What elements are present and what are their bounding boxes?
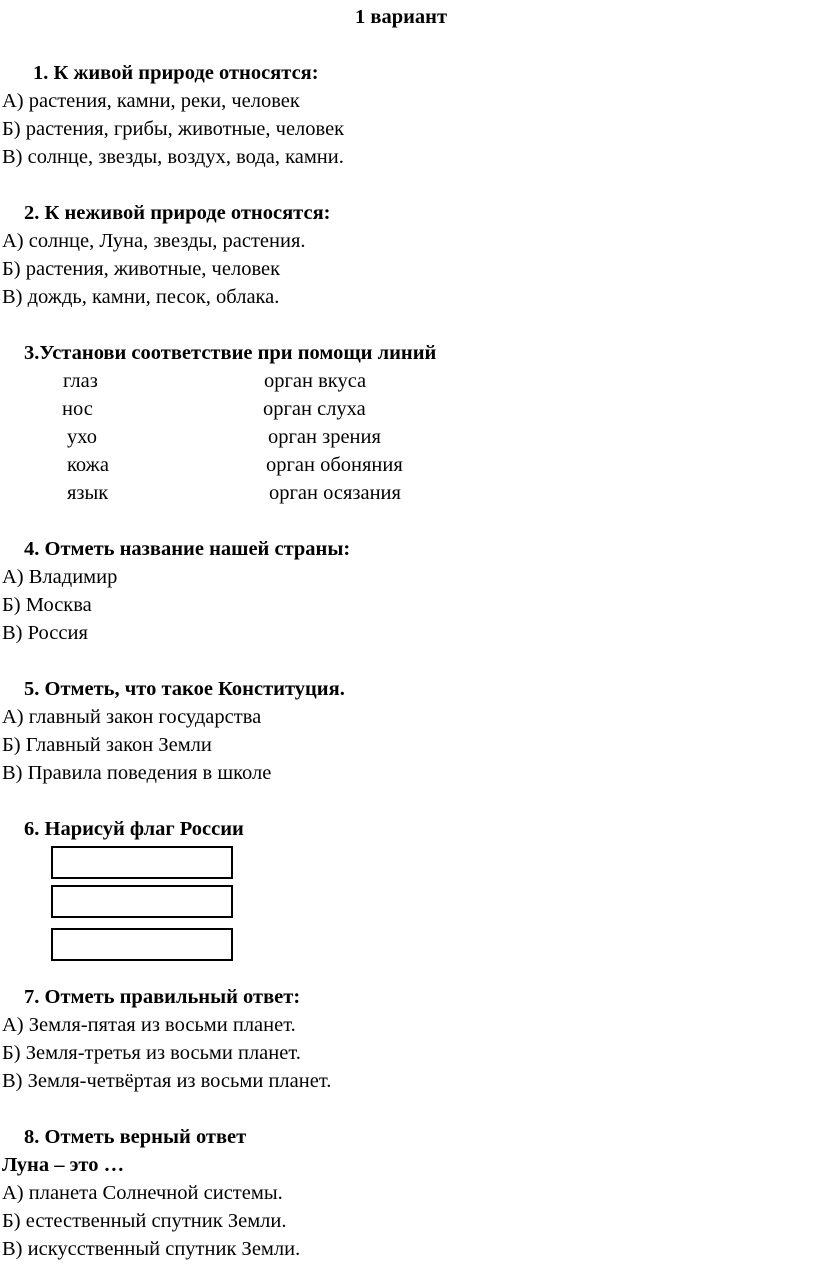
match-left-item: нос bbox=[62, 398, 93, 420]
question-5-option-c: В) Правила поведения в школе bbox=[2, 762, 272, 784]
question-4-option-a: А) Владимир bbox=[2, 566, 118, 588]
question-8-option-a: А) планета Солнечной системы. bbox=[2, 1182, 283, 1204]
question-3-heading: 3.Установи соответствие при помощи линий bbox=[24, 342, 437, 364]
question-2-option-b: Б) растения, животные, человек bbox=[2, 258, 281, 280]
question-6-heading: 6. Нарисуй флаг России bbox=[24, 818, 244, 840]
match-right-item: орган слуха bbox=[263, 398, 366, 420]
flag-stripe-bottom-box[interactable] bbox=[51, 928, 233, 961]
question-4-option-b: Б) Москва bbox=[2, 594, 92, 616]
question-5-option-b: Б) Главный закон Земли bbox=[2, 734, 212, 756]
question-5-option-a: А) главный закон государства bbox=[2, 706, 262, 728]
match-right-item: орган вкуса bbox=[264, 370, 367, 392]
match-right-item: орган обоняния bbox=[266, 454, 403, 476]
question-5-heading: 5. Отметь, что такое Конституция. bbox=[24, 678, 345, 700]
match-left-item: кожа bbox=[67, 454, 109, 476]
question-4-heading: 4. Отметь название нашей страны: bbox=[24, 538, 351, 560]
match-left-item: глаз bbox=[63, 370, 98, 392]
flag-stripe-top-box[interactable] bbox=[51, 846, 233, 879]
question-1-option-c: В) солнце, звезды, воздух, вода, камни. bbox=[2, 146, 344, 168]
match-left-item: ухо bbox=[67, 426, 97, 448]
match-left-item: язык bbox=[67, 482, 109, 504]
question-4-option-c: В) Россия bbox=[2, 622, 88, 644]
page-title: 1 вариант bbox=[355, 6, 448, 28]
match-right-item: орган зрения bbox=[268, 426, 381, 448]
question-7-option-c: В) Земля-четвёртая из восьми планет. bbox=[2, 1070, 332, 1092]
question-1-option-b: Б) растения, грибы, животные, человек bbox=[2, 118, 345, 140]
question-8-heading: 8. Отметь верный ответ bbox=[24, 1126, 247, 1148]
question-2-option-c: В) дождь, камни, песок, облака. bbox=[2, 286, 280, 308]
question-7-option-b: Б) Земля-третья из восьми планет. bbox=[2, 1042, 301, 1064]
question-2-heading: 2. К неживой природе относятся: bbox=[24, 202, 331, 224]
question-8-option-c: В) искусственный спутник Земли. bbox=[2, 1238, 301, 1260]
question-7-option-a: А) Земля-пятая из восьми планет. bbox=[2, 1014, 296, 1036]
question-2-option-a: А) солнце, Луна, звезды, растения. bbox=[2, 230, 306, 252]
question-1-heading: 1. К живой природе относятся: bbox=[33, 62, 319, 84]
flag-stripe-middle-box[interactable] bbox=[51, 885, 233, 918]
question-8-option-b: Б) естественный спутник Земли. bbox=[2, 1210, 287, 1232]
question-8-subheading: Луна – это … bbox=[2, 1154, 125, 1176]
question-1-option-a: А) растения, камни, реки, человек bbox=[2, 90, 300, 112]
question-7-heading: 7. Отметь правильный ответ: bbox=[24, 986, 301, 1008]
match-right-item: орган осязания bbox=[269, 482, 401, 504]
